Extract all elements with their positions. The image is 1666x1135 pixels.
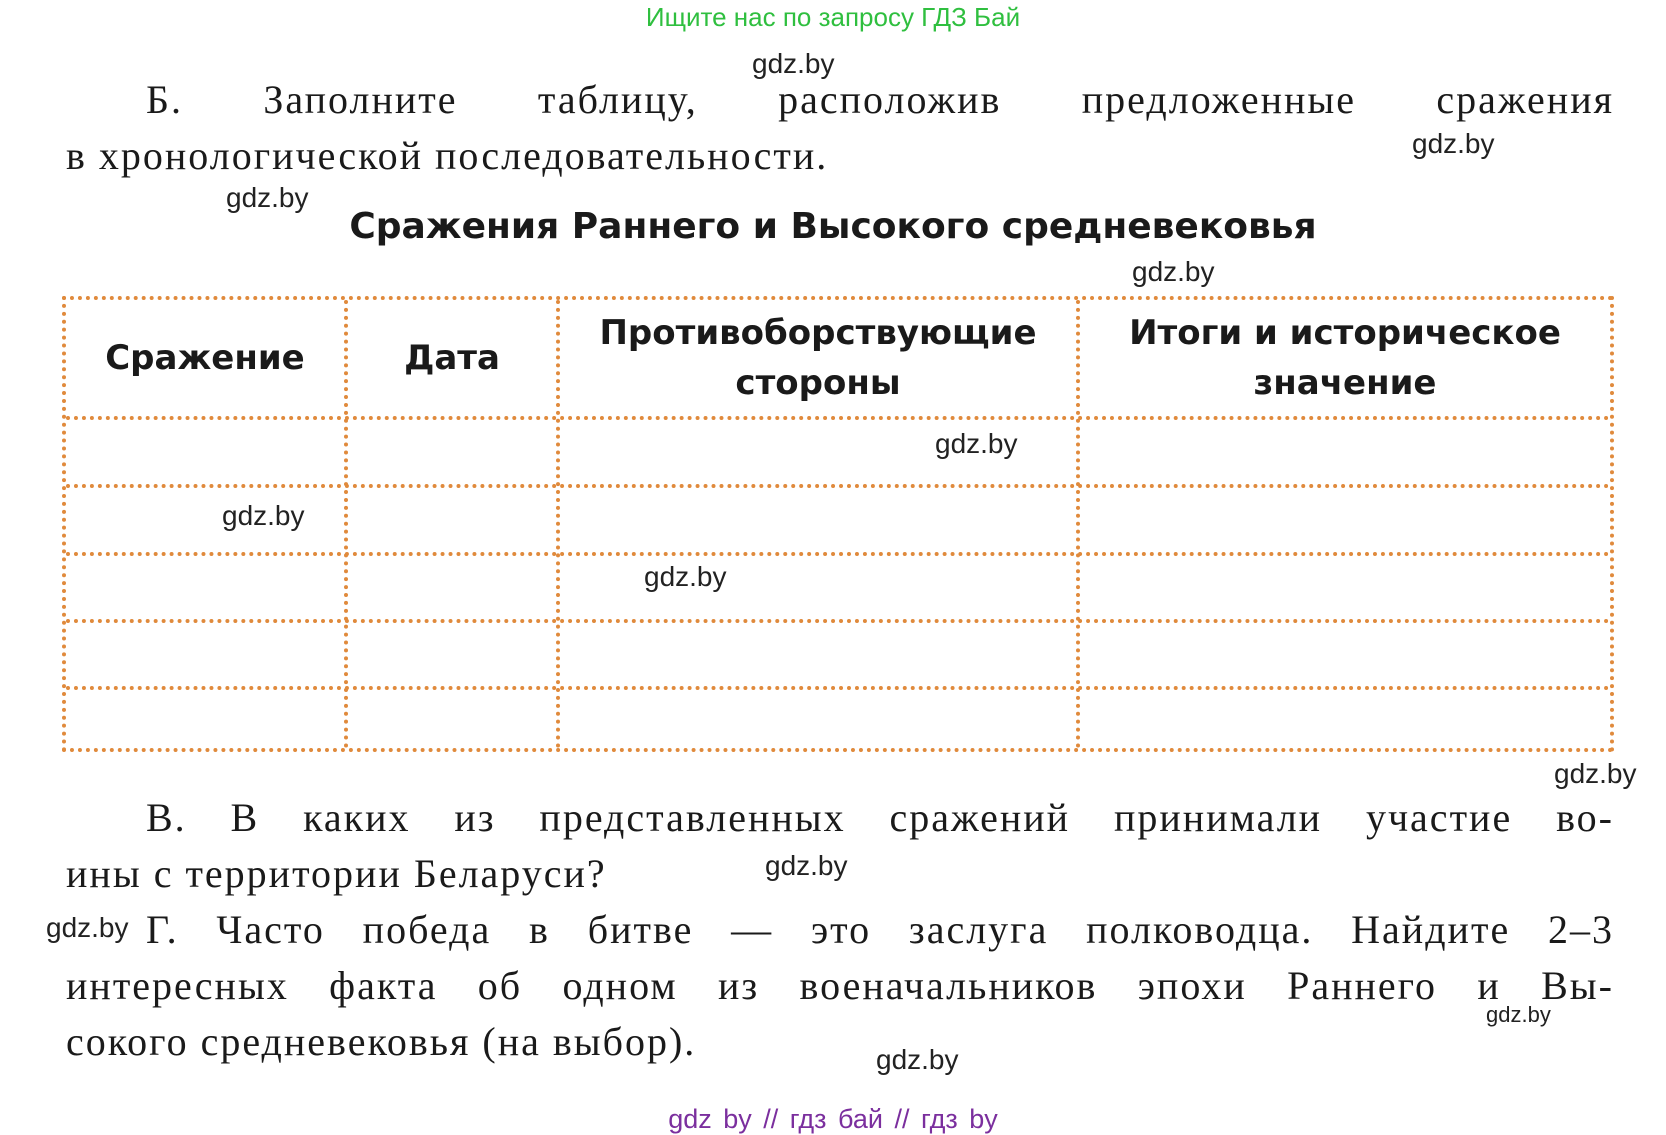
- watermark: gdz.by: [46, 912, 129, 943]
- watermark: gdz.by: [1412, 128, 1495, 159]
- task-b-line-1: Б. Заполните таблицу, расположив предложенные сражения: [146, 77, 1614, 122]
- footer-links: gdz by // гдз бай // гдз by: [668, 1104, 998, 1134]
- task-g-line-1: Г. Часто победа в битве — это заслуга полководца. Найдите 2–3: [146, 907, 1614, 952]
- header-battle: [66, 300, 344, 416]
- task-v-text: [66, 790, 1614, 902]
- header-results: [1080, 300, 1610, 416]
- row-divider: [66, 686, 1610, 690]
- task-b-line-2: в хронологической последовательности.: [66, 133, 829, 178]
- watermark: gdz.by: [935, 428, 1018, 459]
- header-sides-line-2: стороны: [735, 363, 901, 403]
- header-opposing-sides: [560, 300, 1076, 416]
- watermark: gdz.by: [1554, 758, 1637, 789]
- row-divider: [66, 619, 1610, 623]
- watermark: gdz.by: [222, 500, 305, 531]
- header-date: [348, 300, 556, 416]
- table-title: Сражения Раннего и Высокого средневековья: [349, 206, 1317, 247]
- watermark: gdz.by: [765, 850, 848, 881]
- row-divider: [66, 484, 1610, 488]
- header-battle-label: Сражение: [105, 338, 305, 378]
- header-results-line-1: Итоги и историческое: [1129, 313, 1561, 353]
- row-divider: [66, 552, 1610, 556]
- watermark: gdz.by: [1132, 256, 1215, 287]
- task-v-line-2: ины с территории Беларуси?: [66, 851, 607, 896]
- task-g-line-3: сокого средневековья (на выбор).: [66, 1019, 697, 1064]
- task-b-text: [66, 72, 1614, 184]
- top-banner: Ищите нас по запросу ГДЗ Бай: [645, 2, 1021, 32]
- watermark: gdz.by: [752, 48, 835, 79]
- watermark: gdz.by: [644, 561, 727, 592]
- task-v-line-1: В. В каких из представленных сражений принимали участие во-: [146, 795, 1614, 840]
- header-sides-line-1: Противоборствующие: [599, 313, 1037, 353]
- watermark: gdz.by: [876, 1044, 959, 1075]
- row-divider: [66, 416, 1610, 420]
- watermark: gdz.by: [1486, 1002, 1551, 1027]
- task-g-text: [66, 902, 1614, 1070]
- task-g-line-2: интересных факта об одном из военачальников эпохи Раннего и Вы-: [66, 963, 1614, 1008]
- watermark: gdz.by: [226, 182, 309, 213]
- header-date-label: Дата: [404, 338, 500, 378]
- header-results-line-2: значение: [1253, 363, 1437, 403]
